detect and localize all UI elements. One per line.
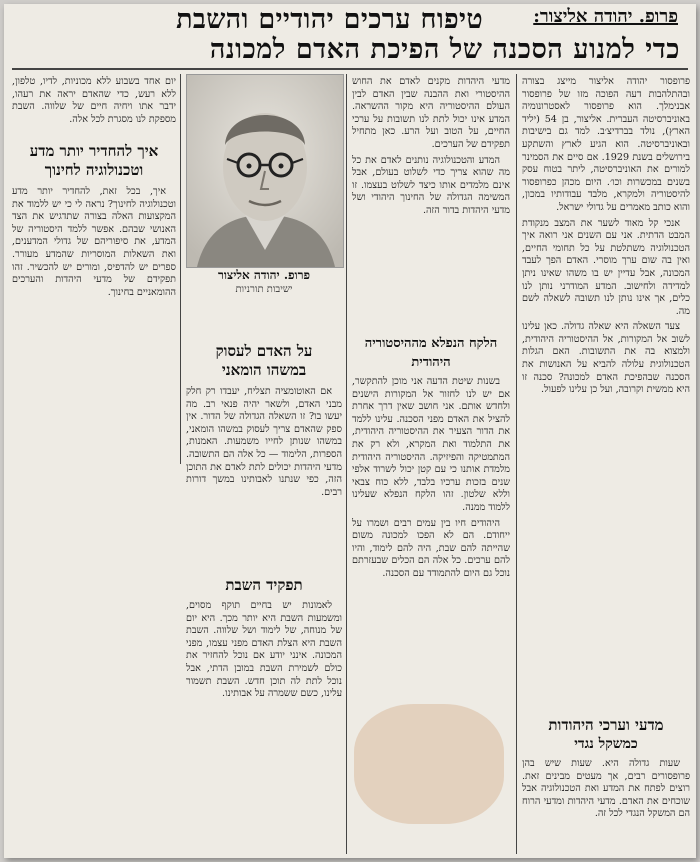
portrait-image (187, 75, 343, 267)
subheading-shabbat-role (186, 576, 342, 595)
article-column-middle-top (352, 76, 510, 326)
headline-rule (12, 68, 688, 70)
paragraph: פרופסור יהודה אליצור מייצג בצורה ובהתלהבות דעה הפוכה מזו של פרופסור אבנימלך. הוא פרופסור לאסטרונומיה באוניברסיטה העברית. אליצור, בן 54 (יליד הארץ), נולד בברדיצ׳ב. למד גם בישיבות ובאוניברסיטה. הוא הגיע לארץ והשתקע בירושלים בשנת 1929. אם סיים את הסמינר למורים את האוניברסיטה, ליתר בטוח עסק בשנים במכשרות וכו׳. היום מכהן כפרופסור להיסטוריה ולמקרא, מלבד עבודותיו במכון, והוא כותב מאמרים על גדולי ישראל. (522, 76, 690, 213)
paragraph: אם האוטומציה תצליח, יעבדו רק חלק מבני האדם, ולשאר יהיה פנאי רב. מה יעשו בו? זו השאלה הגדולה של הדור. אין ספק שהאדם צריך לעסוק במשהו הומאני, במשהו שנותן לחייו משמעות. האמנות, הספרות, הלימוד — כל אלה הם התשובה. מדעי היהדות יכולים לתת לאדם את התוכן הזה, כפי שנתנו לאבותינו במשך דורות רבים. (186, 386, 342, 498)
paragraph: לאמונות יש בחיים תוקף מסוים, ומשמעות השבת היא יותר מכך. היא יום של מנוחה, של לימוד ושל שלווה. השבת השבת היא הצלת האדם מפני עצמו, מפני המכונה. אינני יודע אם נוכל להחזיר את כולם לשמירת השבת במובן הדתי, אבל נוכל לתת לה תוכן חדש. השבת תשמור עלינו, כשם ששמרה על אבותינו. (186, 600, 342, 700)
article-column-left (12, 186, 176, 458)
subheading-line: היהודית (411, 355, 451, 370)
newspaper-clipping (4, 4, 696, 858)
paragraph: המדע והטכנולוגיה נותנים לאדם את כל מה שהוא צריך כדי לשלוט בעולם, אבל אינם מלמדים אותו כיצד לשלוט בעצמו. זו המשימה הגדולה של החינוך היהודי ושל מדעי היהדות בדור הזה. (352, 154, 510, 216)
subheading-history-lesson (352, 334, 510, 372)
subheading-line: וטכנולוגיה לחינוך (44, 161, 144, 179)
paragraph: היהודים חיו בין עמים רבים ושמרו על ייחודם. הם לא הפכו למכונה משום שהייתה להם שבת, היה להם לימוד, והיו להם ערכים. כל אלה הם הכלים שבעזרתם נוכל גם היום להתמודד עם הסכנה. (352, 517, 510, 579)
article-column-left-top (12, 76, 176, 136)
paragraph: מדעי היהדות מקנים לאדם את החוש ההיסטורי ואת ההבנה שבין האדם לבין העולם ההיסטוריה היא מקור ההשראה. המדע אינו יכול לתת לנו תשובות על ערכי החיים, על הטוב ועל הרע. כאן מתחיל תפקידם של הערכים. (352, 76, 510, 150)
portrait-photo (186, 74, 344, 268)
subheading-line: הלקח הנפלא מההיסטוריה (364, 336, 498, 351)
paragraph: שעות גדולה היא. שעות שיש בהן פרופסורים רבים, אך מעטים מבינים זאת. רוצים לפתח את המדע ואת הטכנולוגיה אבל שוכחים את האדם. מדעי היהדות ומדעי הרוח הם המשקל הנגדי לכל זה. (522, 758, 690, 820)
subheading-line: תפקיד השבת (225, 576, 303, 594)
byline: פרופ. יהודה אליצור: (533, 6, 678, 27)
subheading-line: איך להחדיר יותר מדע (29, 142, 159, 160)
column-divider (346, 74, 347, 854)
paragraph: צעד השאלה היא שאלה גדולה. כאן עלינו לשוב אל המקורות, אל ההיסטוריה היהודית, ולמצוא בה את התשובות. האם הגלות הטכנולוגית עלולה להביא על האנושות את הסכנה שבהפיכת האדם למכונה? סכנה זו היא ממשית וקרובה, ועל כן עלינו לפעול. (522, 321, 690, 396)
article-column-right (522, 76, 690, 706)
paragraph: בשנות שיטת הדעה אני מוכן להתקשר, אם יש לנו לחזור אל המקורות הישנים ולחדש אותם. אני חושב שאין דרך אחרת להציל את האדם מפני הסכנה. עלינו ללמד את הדור הצעיר את ההיסטוריה היהודית, את התלמוד ואת המקרא, ולא רק את המתמטיקה והפיזיקה. ההיסטוריה היהודית מלמדת אותנו כי עם קטן יכול לשרוד אלפי שנים בזכות ערכיו בלבד, ללא כוח צבאי וללא שלטון. זהו הלקח הנפלא שעלינו ללמוד ממנה. (352, 376, 510, 513)
subheading-judaism-sciences (522, 716, 690, 754)
photo-caption-name: פרופ. יהודה אליצור (217, 268, 311, 282)
subheading-line: כמשקל נגדי (574, 736, 638, 752)
subheading-human-occupation (186, 342, 342, 380)
article-column-right-bottom (522, 758, 690, 854)
article-column-center (186, 386, 342, 570)
subheading-line: מדעי וערכי היהודות (548, 716, 664, 734)
subheading-line: על האדם לעסוק (215, 342, 313, 360)
subheading-line: במשהו הומאני (221, 361, 307, 379)
photo-caption-sub: ישיבות תורניות (235, 284, 293, 295)
headline (12, 4, 688, 66)
paper-stain (354, 704, 504, 824)
headline-title-line1: טיפוח ערכים יהודיים והשבת (176, 4, 483, 35)
column-divider (516, 74, 517, 854)
column-divider (180, 74, 181, 464)
paragraph: אנכי קל מאוד לשער את המצב מנקודת המבט הדתית. אני עם השנים אני רואה איך הטכנולוגיה משתלטת על כל תחומי החיים, ואין בה שום ערך מוסרי. האדם הפך לעבד המכונה, אבל עדיין יש בו משהו שאינו ניתן למדידה ולחישוב. המדע המודרני נותן לנו כלים, אך אינו נותן לנו תשובה לשאלה לשם מה. (522, 217, 690, 317)
paragraph: יום אחד בשבוע ללא מכוניות, לדיו, טלפון, ללא רעש, כדי שהאדם יראה את רעהו, ידבר אתו ויחיה חיים של שלווה. השבת מספקת לנו מסגרת לכל אלה. (12, 76, 176, 125)
subheading-science-education (12, 142, 176, 180)
article-column-center-bottom (186, 600, 342, 854)
paragraph: איך, בכל זאת, להחדיר יותר מדע וטכנולוגיה לחינוך? נראה לי כי יש ללמוד את המקצועות האלה בצורה שתדגיש את הצד האנושי שבהם. אפשר ללמד היסטוריה של המדע, את סיפוריהם של גדולי המדענים, ואת השאלות המוסריות שהמדע מעורר. ספרים יש להדפיס, ומורים יש להכשיר. זהו תפקידם של מדעי היהדות והערכים ההומאניים בחינוך. (12, 186, 176, 298)
headline-title-line2: כדי למנוע הסכנה של הפיכת האדם למכונה (209, 34, 680, 65)
